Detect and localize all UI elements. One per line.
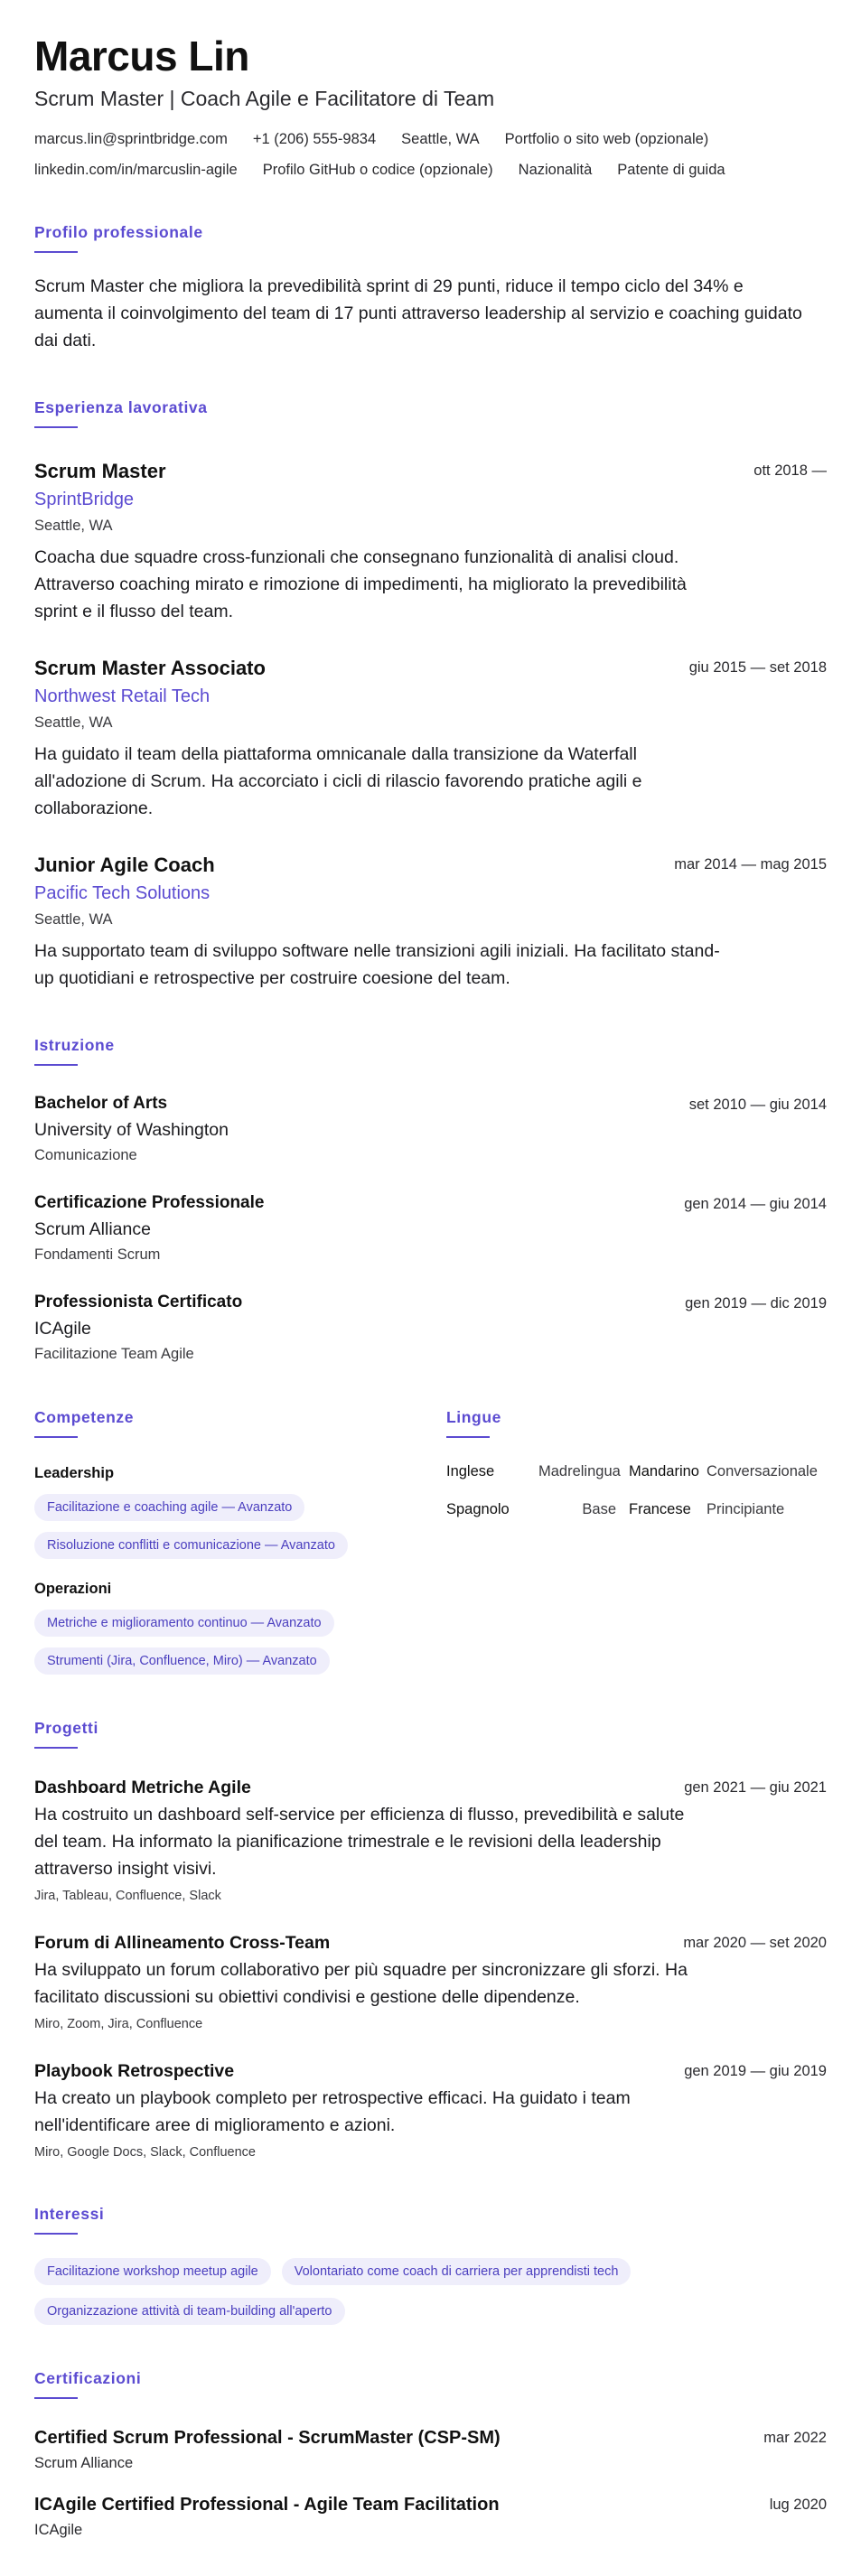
languages-section (446, 1407, 826, 1675)
project-description: Ha costruito un dashboard self-service per efficienza di flusso, prevedibilità e salute del team. Ha informato la pianificazione trimestrale e le revisioni della leadership attraverso insight visivi. (34, 1805, 685, 1879)
education-field: Fondamenti Scrum (34, 1246, 161, 1263)
project-dates: mar 2020 — set 2020 (683, 1935, 827, 1951)
education-degree: Certificazione Professionale (34, 1193, 265, 1212)
interest-chip-list (34, 2258, 721, 2325)
profile-section (34, 222, 827, 354)
job-company[interactable]: SprintBridge (34, 490, 135, 509)
contact-driving-license: Patente di guida (617, 162, 725, 178)
section-divider (34, 426, 78, 428)
job-description: Ha supportato team di sviluppo software nelle transizioni agili iniziali. Ha facilitato stand-up quotidiani e retrospective per costruire coesione del team. (34, 941, 720, 988)
section-title: Profilo professionale (34, 223, 203, 241)
job-dates: mar 2014 — mag 2015 (674, 856, 827, 873)
certification-date: lug 2020 (769, 2497, 827, 2513)
education-item (34, 1192, 827, 1265)
skill-chip: Metriche e miglioramento continuo — Avanzato (34, 1610, 334, 1637)
certification-item (34, 2493, 827, 2540)
contact-github[interactable]: Profilo GitHub o codice (opzionale) (262, 162, 493, 178)
language-level: Principiante (707, 1501, 785, 1517)
education-dates: gen 2014 — giu 2014 (684, 1196, 827, 1212)
interest-chip: Volontariato come coach di carriera per apprendisti tech (282, 2258, 632, 2285)
project-item (34, 1931, 827, 2032)
skill-group-name: Operazioni (34, 1581, 112, 1597)
skill-group-name: Leadership (34, 1465, 115, 1481)
section-divider (34, 1747, 78, 1749)
skill-chip-list (34, 1494, 446, 1559)
skills-section (34, 1407, 446, 1675)
certification-item (34, 2426, 827, 2473)
interest-chip: Organizzazione attività di team-building all'aperto (34, 2298, 345, 2325)
candidate-headline: Scrum Master | Coach Agile e Facilitatore di Team (34, 87, 495, 110)
contact-list (34, 130, 829, 179)
section-title: Progetti (34, 1719, 98, 1737)
project-name: Playbook Retrospective (34, 2061, 235, 2081)
education-section (34, 1035, 827, 1364)
project-name: Dashboard Metriche Agile (34, 1778, 251, 1797)
section-title: Lingue (446, 1408, 501, 1426)
certification-issuer: ICAgile (34, 2522, 83, 2538)
certifications-section (34, 2368, 827, 2540)
job-role: Scrum Master (34, 460, 166, 482)
profile-summary: Scrum Master che migliora la prevedibilità sprint di 29 punti, riduce il tempo ciclo del 34% e aumenta il coinvolgimento del team di 17 punti attraverso leadership al servizio e coaching guidato dai dati. (34, 276, 802, 350)
contact-location: Seattle, WA (401, 131, 480, 147)
education-school: Scrum Alliance (34, 1219, 151, 1239)
job-company[interactable]: Northwest Retail Tech (34, 686, 211, 706)
certification-issuer: Scrum Alliance (34, 2455, 134, 2471)
section-divider (34, 2233, 78, 2235)
skill-chip: Strumenti (Jira, Confluence, Miro) — Avanzato (34, 1647, 330, 1675)
education-item (34, 1093, 827, 1165)
education-dates: set 2010 — giu 2014 (688, 1097, 827, 1113)
certification-name: Certified Scrum Professional - ScrumMaster (CSP-SM) (34, 2428, 501, 2448)
language-level: Madrelingua (538, 1463, 621, 1479)
experience-item (34, 656, 827, 822)
contact-linkedin[interactable]: linkedin.com/in/marcuslin-agile (34, 162, 238, 178)
job-location: Seattle, WA (34, 911, 113, 928)
education-field: Facilitazione Team Agile (34, 1346, 194, 1362)
section-divider (34, 251, 78, 253)
job-company[interactable]: Pacific Tech Solutions (34, 883, 211, 903)
language-name: Mandarino (629, 1463, 699, 1479)
skill-group (34, 1579, 446, 1675)
section-divider (34, 2397, 78, 2399)
project-tools: Jira, Tableau, Confluence, Slack (34, 1889, 221, 1903)
project-tools: Miro, Zoom, Jira, Confluence (34, 2017, 203, 2031)
education-school: University of Washington (34, 1120, 229, 1140)
section-divider (446, 1436, 490, 1438)
experience-section (34, 397, 827, 992)
project-description: Ha sviluppato un forum collaborativo per più squadre per sincronizzare gli sforzi. Ha facilitato discussioni su obiettivi condivisi e gestione delle dipendenze. (34, 1960, 688, 2007)
job-dates: giu 2015 — set 2018 (688, 659, 827, 676)
job-description: Ha guidato il team della piattaforma omnicanale dalla transizione da Waterfall all'adozione di Scrum. Ha accorciato i cicli di rilascio favorendo pratiche agili e collaborazione. (34, 744, 642, 818)
job-location: Seattle, WA (34, 518, 113, 534)
experience-item (34, 853, 827, 992)
certification-date: mar 2022 (763, 2430, 827, 2446)
resume-header (34, 33, 827, 179)
contact-portfolio[interactable]: Portfolio o sito web (opzionale) (504, 131, 709, 147)
language-name: Spagnolo (446, 1501, 510, 1517)
language-level: Conversazionale (707, 1463, 818, 1479)
section-title: Esperienza lavorativa (34, 398, 208, 416)
contact-phone[interactable]: +1 (206) 555-9834 (252, 131, 377, 147)
languages-table (446, 1461, 826, 1519)
interests-section (34, 2204, 827, 2325)
project-item (34, 1776, 827, 1904)
job-location: Seattle, WA (34, 714, 113, 731)
contact-nationality: Nazionalità (518, 162, 593, 178)
education-degree: Bachelor of Arts (34, 1094, 168, 1113)
interest-chip: Facilitazione workshop meetup agile (34, 2258, 271, 2285)
section-title: Certificazioni (34, 2369, 142, 2387)
job-dates: ott 2018 — (753, 462, 827, 479)
language-name: Inglese (446, 1463, 495, 1479)
project-description: Ha creato un playbook completo per retrospective efficaci. Ha guidato i team nell'identificare aree di miglioramento e azioni. (34, 2088, 631, 2135)
job-role: Junior Agile Coach (34, 854, 215, 876)
skill-chip-list (34, 1610, 446, 1675)
skill-chip: Facilitazione e coaching agile — Avanzato (34, 1494, 304, 1521)
section-divider (34, 1436, 78, 1438)
project-name: Forum di Allineamento Cross-Team (34, 1933, 331, 1953)
candidate-name: Marcus Lin (34, 33, 249, 79)
project-dates: gen 2021 — giu 2021 (684, 1779, 827, 1796)
education-school: ICAgile (34, 1319, 91, 1339)
section-divider (34, 1064, 78, 1066)
skill-chip: Risoluzione conflitti e comunicazione — Avanzato (34, 1532, 348, 1559)
education-field: Comunicazione (34, 1147, 137, 1163)
projects-section (34, 1718, 827, 2161)
language-name: Francese (629, 1501, 691, 1517)
project-dates: gen 2019 — giu 2019 (684, 2063, 827, 2079)
skill-group (34, 1463, 446, 1559)
experience-item (34, 459, 827, 625)
certification-name: ICAgile Certified Professional - Agile Team Facilitation (34, 2495, 500, 2515)
education-degree: Professionista Certificato (34, 1293, 243, 1311)
project-item (34, 2059, 827, 2161)
education-item (34, 1292, 827, 1364)
contact-email[interactable]: marcus.lin@sprintbridge.com (34, 131, 228, 147)
skills-languages-row (34, 1407, 827, 1675)
job-role: Scrum Master Associato (34, 657, 266, 679)
section-title: Interessi (34, 2205, 105, 2223)
project-tools: Miro, Google Docs, Slack, Confluence (34, 2145, 256, 2160)
language-level: Base (582, 1501, 616, 1517)
education-dates: gen 2019 — dic 2019 (685, 1295, 827, 1311)
section-title: Competenze (34, 1408, 135, 1426)
job-description: Coacha due squadre cross-funzionali che consegnano funzionalità di analisi cloud. Attraverso coaching mirato e rimozione di impedimenti, ha migliorato la prevedibilità sprint e il flusso del team. (34, 547, 687, 621)
section-title: Istruzione (34, 1036, 115, 1054)
